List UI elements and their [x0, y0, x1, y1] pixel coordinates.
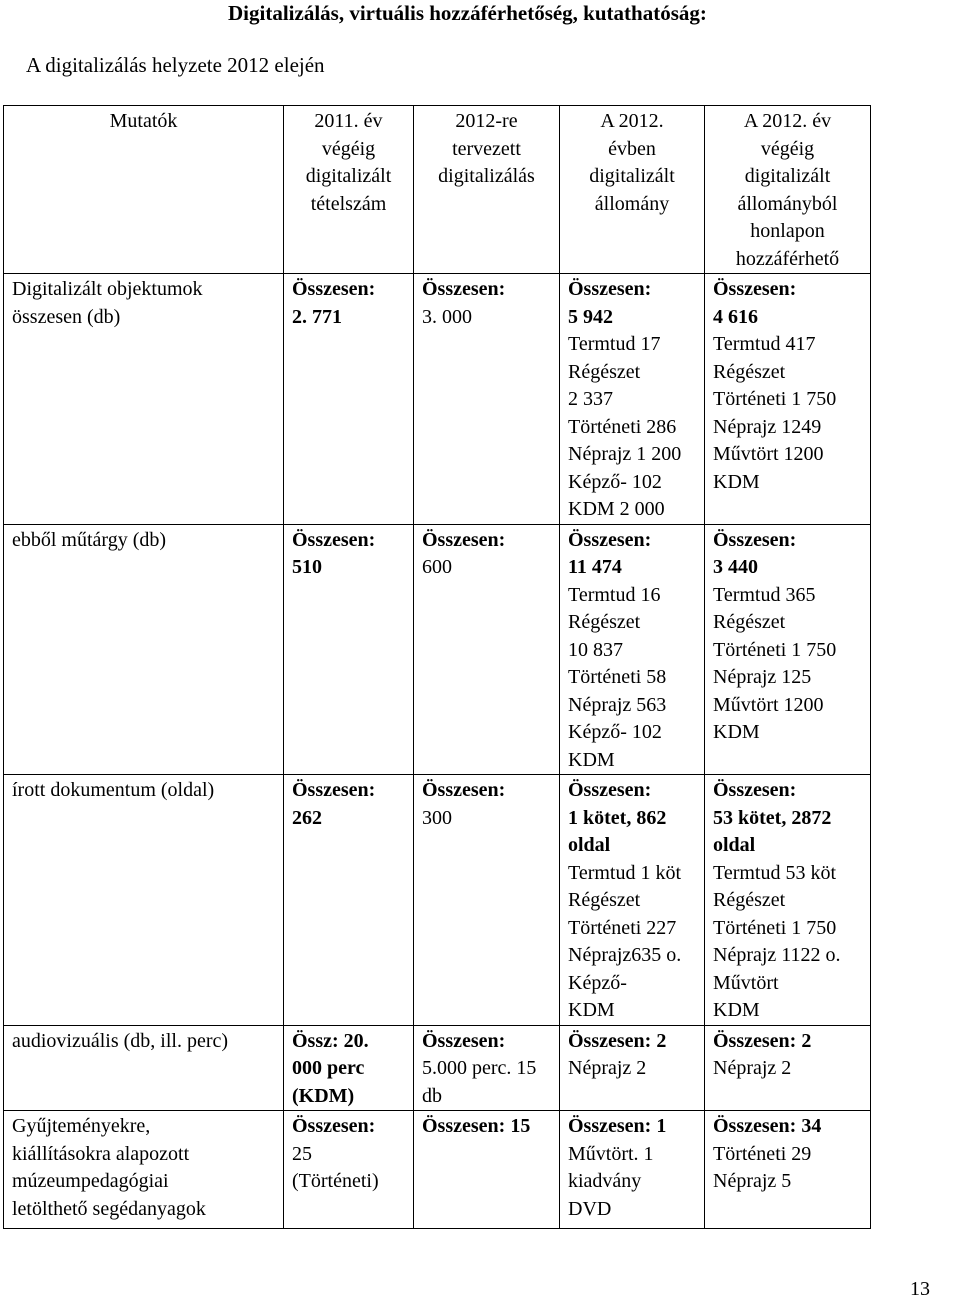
- column-header-line: hozzáférhető: [735, 247, 840, 270]
- value-line: Régészet: [568, 360, 641, 383]
- value-line: Összesen: 2: [713, 1029, 812, 1052]
- column-header-line: Mutatók: [109, 110, 178, 132]
- value-line: Összesen:: [568, 278, 652, 300]
- value-line: 25: [292, 1142, 312, 1165]
- value-line: Néprajz 1 200: [568, 443, 682, 465]
- value-line: Összesen:: [422, 278, 506, 300]
- value-line: Összesen:: [422, 528, 506, 551]
- value-line: Művtört: [713, 971, 779, 994]
- value-line: 510: [292, 556, 322, 578]
- column-header-line: tételszám: [310, 192, 387, 215]
- value-line: Régészet: [713, 360, 786, 383]
- value-line: Összesen:: [568, 779, 652, 801]
- value-line: Néprajz635 o.: [568, 944, 682, 966]
- value-line: 1 kötet, 862: [568, 806, 667, 829]
- value-line: Néprajz 2: [713, 1057, 792, 1079]
- value-line: Régészet: [568, 889, 641, 911]
- document-subheading: A digitalizálás helyzete 2012 elején: [26, 53, 325, 77]
- table-row: [4, 1025, 871, 1111]
- value-cell: [560, 274, 705, 525]
- indicator-line: Digitalizált objektumok: [12, 278, 203, 300]
- value-line: KDM: [713, 999, 760, 1021]
- indicator-line: ebből műtárgy (db): [12, 528, 167, 551]
- value-line: KDM: [713, 721, 760, 743]
- value-line: 2 337: [568, 388, 613, 410]
- value-line: Történeti 58: [568, 666, 667, 688]
- indicator-line: audiovizuális (db, ill. perc): [12, 1029, 229, 1052]
- value-line: Régészet: [713, 611, 786, 633]
- column-header-line: évben: [608, 137, 656, 160]
- value-line: db: [422, 1084, 442, 1107]
- column-header: [4, 106, 284, 274]
- column-header-line: 2012-re: [455, 110, 518, 132]
- value-line: Összesen:: [422, 1029, 506, 1052]
- value-line: Néprajz 563: [568, 693, 667, 716]
- value-line: Összesen:: [713, 528, 797, 551]
- value-line: Művtört 1200: [713, 443, 824, 465]
- value-line: 262: [292, 806, 322, 829]
- column-header-line: állomány: [594, 192, 670, 215]
- value-line: Képző- 102: [568, 721, 662, 743]
- value-line: Néprajz 5: [713, 1170, 792, 1192]
- column-header: [705, 106, 871, 274]
- indicator-cell: [4, 274, 284, 525]
- value-line: 300: [422, 806, 452, 829]
- table-row: [4, 274, 871, 525]
- value-line: 5 942: [568, 305, 613, 328]
- value-line: Összesen:: [292, 528, 376, 551]
- value-line: Termtud 1 köt: [568, 861, 682, 884]
- value-cell: [284, 274, 414, 525]
- value-line: oldal: [713, 834, 756, 856]
- value-line: Régészet: [713, 889, 786, 911]
- column-header-line: honlapon: [750, 220, 825, 242]
- value-line: KDM: [713, 470, 760, 493]
- table-row: [4, 775, 871, 1026]
- value-line: Képző-: [568, 971, 627, 994]
- value-cell: [560, 775, 705, 1026]
- value-line: Képző- 102: [568, 470, 662, 493]
- value-line: Összesen:: [292, 278, 376, 300]
- value-line: Termtud 53 köt: [713, 861, 837, 884]
- indicator-line: Gyűjteményekre,: [12, 1115, 151, 1137]
- value-line: Összesen: 15: [422, 1115, 531, 1137]
- value-line: 10 837: [568, 638, 623, 661]
- value-line: 11 474: [568, 556, 622, 578]
- value-line: Össz: 20.: [292, 1029, 369, 1052]
- indicator-cell: [4, 1025, 284, 1111]
- indicator-line: múzeumpedagógiai: [12, 1170, 169, 1192]
- column-header-line: digitalizált: [744, 165, 831, 187]
- value-cell: [284, 524, 414, 775]
- column-header-line: végéig: [760, 137, 815, 160]
- indicator-cell: [4, 775, 284, 1026]
- value-line: Termtud 16: [568, 583, 661, 606]
- value-line: Összesen: 34: [713, 1115, 822, 1137]
- value-line: (KDM): [292, 1084, 355, 1107]
- value-line: Történeti 286: [568, 415, 677, 438]
- value-line: Néprajz 125: [713, 666, 812, 688]
- value-line: 000 perc: [292, 1057, 365, 1079]
- value-line: Összesen:: [568, 528, 652, 551]
- value-line: Néprajz 2: [568, 1057, 647, 1079]
- indicator-line: írott dokumentum (oldal): [12, 779, 215, 801]
- indicator-cell: [4, 1111, 284, 1229]
- value-line: oldal: [568, 834, 611, 856]
- value-line: Régészet: [568, 611, 641, 633]
- value-cell: [560, 1111, 705, 1229]
- value-cell: [414, 1111, 560, 1229]
- value-cell: [705, 775, 871, 1026]
- value-line: Összesen: 1: [568, 1115, 667, 1137]
- value-line: Történeti 29: [713, 1142, 812, 1165]
- value-line: Művtört. 1: [568, 1142, 654, 1165]
- column-header-line: állományból: [737, 192, 838, 215]
- value-line: Összesen:: [713, 278, 797, 300]
- indicator-cell: [4, 524, 284, 775]
- column-header-line: digitalizálás: [438, 165, 535, 187]
- value-line: Összesen:: [292, 779, 376, 801]
- digitization-table: [3, 105, 871, 1229]
- value-line: DVD: [568, 1197, 612, 1220]
- value-line: KDM 2 000: [568, 498, 665, 520]
- value-line: Termtud 417: [713, 333, 816, 355]
- column-header-line: tervezett: [452, 137, 521, 160]
- value-line: Néprajz 1249: [713, 415, 822, 438]
- indicator-line: kiállításokra alapozott: [12, 1142, 190, 1165]
- value-line: 53 kötet, 2872: [713, 806, 832, 829]
- value-line: Történeti 1 750: [713, 638, 837, 661]
- value-cell: [560, 1025, 705, 1111]
- value-line: 5.000 perc. 15: [422, 1057, 537, 1079]
- column-header: [560, 106, 705, 274]
- value-cell: [705, 1025, 871, 1111]
- value-cell: [705, 1111, 871, 1229]
- value-cell: [284, 775, 414, 1026]
- document-heading: Digitalizálás, virtuális hozzáférhetőség, kutathatóság:: [228, 1, 707, 25]
- value-line: 3. 000: [422, 305, 472, 328]
- value-cell: [705, 524, 871, 775]
- value-cell: [284, 1111, 414, 1229]
- value-line: (Történeti): [292, 1170, 379, 1192]
- column-header: [284, 106, 414, 274]
- value-line: kiadvány: [568, 1170, 642, 1192]
- value-line: 600: [422, 556, 452, 578]
- value-line: Történeti 227: [568, 916, 677, 939]
- value-line: Termtud 17: [568, 333, 661, 355]
- value-line: Történeti 1 750: [713, 916, 837, 939]
- column-header-line: A 2012.: [600, 110, 664, 132]
- value-cell: [560, 524, 705, 775]
- column-header-line: 2011. év: [314, 110, 383, 132]
- table-header-row: [4, 106, 871, 274]
- column-header: [414, 106, 560, 274]
- value-cell: [284, 1025, 414, 1111]
- value-line: Összesen: 2: [568, 1029, 667, 1052]
- value-line: KDM: [568, 999, 615, 1021]
- value-line: 4 616: [713, 305, 758, 328]
- value-line: Összesen:: [713, 779, 797, 801]
- column-header-line: végéig: [321, 137, 376, 160]
- column-header-line: A 2012. év: [743, 110, 832, 132]
- value-cell: [705, 274, 871, 525]
- value-line: Történeti 1 750: [713, 388, 837, 410]
- column-header-line: digitalizált: [589, 165, 675, 187]
- value-line: 3 440: [713, 556, 758, 578]
- value-line: Néprajz 1122 o.: [713, 944, 841, 966]
- table-row: [4, 524, 871, 775]
- value-cell: [414, 1025, 560, 1111]
- column-header-line: digitalizált: [305, 165, 392, 187]
- indicator-line: letölthető segédanyagok: [12, 1197, 206, 1220]
- indicator-line: összesen (db): [12, 305, 121, 328]
- value-line: Művtört 1200: [713, 693, 824, 716]
- value-cell: [414, 775, 560, 1026]
- page-number: 13: [910, 1278, 930, 1300]
- value-line: 2. 771: [292, 305, 342, 328]
- value-cell: [414, 274, 560, 525]
- value-line: Termtud 365: [713, 583, 816, 606]
- value-line: KDM: [568, 748, 615, 771]
- table-row: [4, 1111, 871, 1229]
- value-line: Összesen:: [422, 779, 506, 801]
- value-cell: [414, 524, 560, 775]
- value-line: Összesen:: [292, 1115, 376, 1137]
